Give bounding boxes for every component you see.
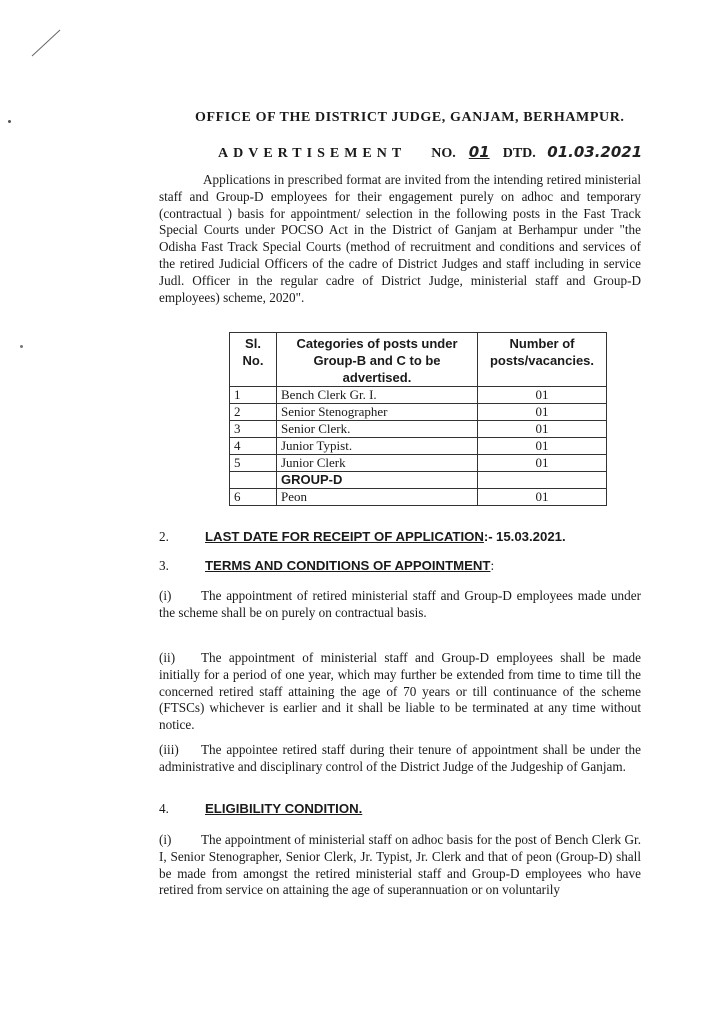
cell-sl: 1 (230, 387, 277, 404)
last-date-sep: :- (483, 529, 493, 544)
intro-paragraph: Applications in prescribed format are invited from the intending retired ministerial staff and Group-D employees for their engagement purely on adhoc and temporary (contractual ) basis for appointment/ selection in the following posts in the Fast Track Special Courts under POCSO Act in the District of Ganjam at Berhampur under "the Odisha Fast Track Special Courts (method of recruitment and conditions and services of the retired Judicial Officers of the cadre of District Judges and staff including in service Judl. Officer in the regular cadre of District Judge, ministerial staff and Group-D employees) scheme, 2020". (159, 172, 641, 305)
table-row (230, 438, 607, 455)
cell-sl: 6 (230, 489, 277, 506)
paragraph-text: The appointment of retired ministerial staff and Group-D employees made under the scheme shall be on purely on contractual basis. (159, 588, 641, 620)
margin-dot (8, 120, 11, 123)
office-title: OFFICE OF THE DISTRICT JUDGE, GANJAM, BERHAMPUR. (195, 110, 625, 125)
posts-table (229, 332, 607, 506)
cell-count: 01 (478, 421, 607, 438)
col-header-sl: Sl. No. (230, 333, 277, 387)
paragraph-3-iii (159, 742, 641, 776)
group-d-row (230, 472, 607, 489)
paragraph-number: (i) (159, 832, 172, 847)
cell-sl: 2 (230, 404, 277, 421)
cell-sl: 4 (230, 438, 277, 455)
cell-count: 01 (478, 455, 607, 472)
margin-dot (20, 345, 23, 348)
table-row (230, 387, 607, 404)
table-row (230, 489, 607, 506)
cell-count: 01 (478, 489, 607, 506)
cell-sl: 3 (230, 421, 277, 438)
table-header-row (230, 333, 607, 387)
section-title: ELIGIBILITY CONDITION. (205, 801, 363, 816)
paragraph-text: The appointment of ministerial staff on adhoc basis for the post of Bench Clerk Gr. I, Senior Stenographer, Senior Clerk, Jr. Typist, Jr. Clerk and that of peon (Group-D) shall be made from amongst the retired ministerial staff and Group-D employees who have retired from service on attaining the age of superannuation or on voluntarily (159, 832, 641, 898)
section-title: LAST DATE FOR RECEIPT OF APPLICATION (205, 529, 484, 544)
cell-post: Junior Clerk (277, 455, 478, 472)
section-3-heading (159, 558, 494, 574)
pen-stroke-mark (30, 28, 64, 58)
advertisement-label: ADVERTISEMENT (218, 146, 407, 161)
cell-sl: 5 (230, 455, 277, 472)
paragraph-4-i (159, 832, 641, 899)
col-header-vacancies: Number of posts/vacancies. (478, 333, 607, 387)
table-row (230, 404, 607, 421)
paragraph-text: The appointee retired staff during their tenure of appointment shall be under the administrative and disciplinary control of the District Judge of the Judgeship of Ganjam. (159, 742, 641, 774)
cell-count (478, 472, 607, 489)
paragraph-number: (i) (159, 588, 172, 603)
section-number: 2. (159, 529, 169, 544)
section-title-tail: : (490, 558, 495, 573)
paragraph-number: (iii) (159, 742, 179, 757)
paragraph-3-ii (159, 650, 641, 734)
section-title: TERMS AND CONDITIONS OF APPOINTMENT (205, 558, 491, 573)
section-number: 4. (159, 801, 169, 816)
cell-count: 01 (478, 404, 607, 421)
advertisement-number: 01 (468, 143, 490, 161)
table-row (230, 455, 607, 472)
table-row (230, 421, 607, 438)
group-d-label: GROUP-D (277, 472, 478, 489)
cell-post: Bench Clerk Gr. I. (277, 387, 478, 404)
dtd-label: DTD. (502, 146, 536, 161)
advertisement-date: 01.03.2021 (547, 143, 643, 161)
section-4-heading (159, 801, 362, 817)
paragraph-text: The appointment of ministerial staff and Group-D employees shall be made initially for a period of one year, which may further be extended from time to time till the concerned retired staff attaining the age of 70 years or till continuance of the scheme (FTSCs) whichever is earlier and it shall be liable to be terminated at any time without notice. (159, 650, 641, 733)
paragraph-number: (ii) (159, 650, 176, 665)
no-label: NO. (431, 146, 456, 161)
cell-post: Junior Typist. (277, 438, 478, 455)
col-header-category: Categories of posts under Group-B and C to be advertised. (277, 333, 478, 387)
cell-post: Peon (277, 489, 478, 506)
section-number: 3. (159, 558, 169, 573)
paragraph-3-i (159, 588, 641, 622)
last-date-value: 15.03.2021. (495, 529, 566, 544)
cell-count: 01 (478, 438, 607, 455)
advertisement-line (218, 143, 642, 162)
cell-sl (230, 472, 277, 489)
section-2-heading (159, 529, 566, 545)
cell-count: 01 (478, 387, 607, 404)
cell-post: Senior Stenographer (277, 404, 478, 421)
cell-post: Senior Clerk. (277, 421, 478, 438)
